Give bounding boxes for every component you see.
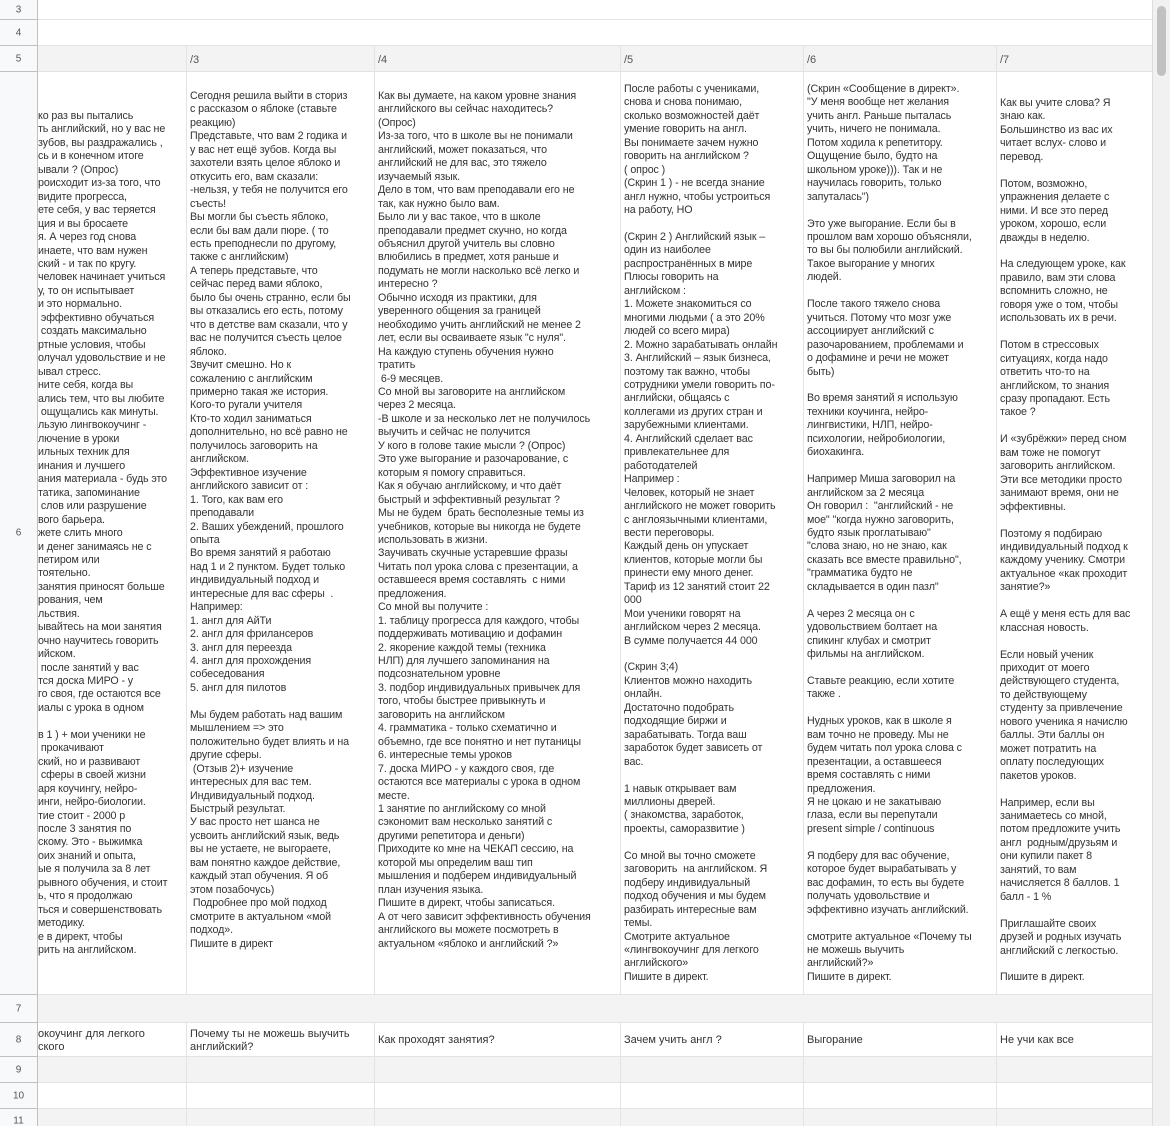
cell-header-3[interactable]: /3 xyxy=(190,54,200,66)
cell-content-col-6[interactable]: Как вы учите слова? Я знаю как. Большинство из вас их читает вслух- слово и перевод. Потом, возможно, упражнения делаете с ними. И все это перед уроком, хорошо, если дважды в неделю. На следующем уроке, как правило, вам эти слова вспомнить сложно, не говоря уже о том, чтобы использовать их в речи. Потом в стрессовых ситуациях, когда надо ответить что-то на английском, то знания сразу пропадают. Есть такое ? И «зубрёжки» перед сном вам тоже не помогут заговорить английском. Эти все методики просто занимают время, они не эффективны. Поэтому я подбираю индивидуальный подход к каждому ученику. Смотри актуальное «как проходит занятие?» А ещё у меня есть для вас классная новость. Если новый ученик приходит от моего действующего студента, то действующему студенту за привлечение нового ученика я начислю баллы. Эти баллы он может потратить на оплату последующих пакетов уроков. Например, если вы занимаетесь со мной, потом предложите учить англ родным/друзьям и они купили пакет 8 занятий, то вам начисляется 8 баллов. 1 балл - 1 % Приглашайте своих друзей и родных изучать английский с легкостью. Пишите в директ. xyxy=(1000,97,1131,984)
row-3 xyxy=(38,0,1152,20)
row-11 xyxy=(38,1109,1152,1126)
row-7 xyxy=(38,995,1152,1023)
cell-content-col-1[interactable]: ко раз вы пытались ть английский, но у вас не зубов, вы раздражались , сь и в конечном итоге ывали ? (Опрос) роисходит из-за того, что видите прогресса, ете себя, у вас теряется ция и вы бросаете я. А через год снова инаете, что вам нужен ский - и так по кругу. человек начинает учиться у, то он испытывает и это нормально. эффективно обучаться создать максимально ртные условия, чтобы олучал удовольствие и не ывал стресс. ните себя, когда вы ались тем, что вы любите ощущались как минуты. льзую лингвокоучинг - лючение в уроки ильных техник для инания и лучшего ания материала - будь это татика, запоминание слов или разрушение вого барьера. жете слить много и денег занимаясь не с петиром или тоятельно. занятия приносят больше рования, чем льствия. ывайтесь на мои занятия очно научитесь говорить ийском. после занятий у вас тся доска МИРО - у го своя, где остаются все иалы с урока в одном в 1 ) + мои ученики не прокачивают ский, но и развивают сферы в своей жизни аря коучингу, нейро- инги, нейро-биологии. тие стоит - 2000 р после 3 занятия по скому. Это - выжимка оих знаний и опыта, ые я получила за 8 лет рывного обучения, и стоит ь, что я продолжаю ться и совершенствовать методику. е в директ, чтобы рить на английском. xyxy=(38,110,168,957)
row-number: 5 xyxy=(15,53,22,64)
cell-header-7[interactable]: /7 xyxy=(1000,54,1010,66)
row-number: 11 xyxy=(13,1115,24,1126)
row-9 xyxy=(38,1057,1152,1083)
row-number: 3 xyxy=(15,4,22,15)
row-header-5[interactable] xyxy=(0,46,38,72)
row-6 xyxy=(38,72,1152,995)
row-number: 6 xyxy=(15,527,22,539)
row-number: 8 xyxy=(15,1034,22,1045)
cell-topic-col-4[interactable]: Зачем учить англ ? xyxy=(624,1034,722,1046)
row-10 xyxy=(38,1083,1152,1109)
row-header-9[interactable] xyxy=(0,1057,38,1083)
vertical-scrollbar[interactable] xyxy=(1152,0,1170,1126)
row-header-11[interactable] xyxy=(0,1109,38,1126)
row-header-10[interactable] xyxy=(0,1083,38,1109)
cell-content-col-4[interactable]: После работы с учениками, снова и снова понимаю, сколько возможностей даёт умение говорить на англ. Вы понимаете зачем нужно говорить на английском ? ( опрос ) (Скрин 1 ) - не всегда знание англ нужно, чтобы устроиться на работу, НО (Скрин 2 ) Английский язык – один из наиболее распространённых в мире Плюсы говорить на английском : 1. Можете знакомиться со многими людьми ( а это 20% людей со всего мира) 2. Можно зарабатывать онлайн 3. Английский – язык бизнеса, поэтому так важно, чтобы сотрудники умели говорить по- английски, общаясь с коллегами из других стран и зарубежными клиентами. 4. Английский сделает вас привлекательнее для работодателей Например : Человек, который не знает английского не может говорить с англоязычными клиентами, вести переговоры. Каждый день он упускает клиентов, которые могли бы принести ему много денег. Тариф из 12 занятий стоит 22 000 Мои ученики говорят на английском через 2 месяца. В сумме получается 44 000 (Скрин 3;4) Клиентов можно находить онлайн. Достаточно подобрать подходящие биржи и зарабатывать. Тогда ваш заработок будет зависеть от вас. 1 навык открывает вам миллионы дверей. ( знакомства, заработок, проекты, саморазвитие ) Со мной вы точно сможете заговорить на английском. Я подберу индивидуальный подход обучения и мы будем разбирать интересные вам темы. Смотрите актуальное «лингвокоучинг для легкого английского» Пишите в директ. xyxy=(624,83,778,983)
row-header-6[interactable] xyxy=(0,72,38,995)
cell-topic-col-5[interactable]: Выгорание xyxy=(807,1034,863,1046)
row-5 xyxy=(38,46,1152,72)
cell-header-4[interactable]: /4 xyxy=(378,54,388,66)
row-number: 7 xyxy=(15,1003,22,1014)
cell-header-5[interactable]: /5 xyxy=(624,54,634,66)
cell-topic-col-1[interactable]: окоучинг для легкого ского xyxy=(38,1028,145,1053)
row-number: 4 xyxy=(15,27,22,38)
cell-header-6[interactable]: /6 xyxy=(807,54,817,66)
row-header-8[interactable] xyxy=(0,1023,38,1057)
cell-topic-col-6[interactable]: Не учи как все xyxy=(1000,1034,1074,1046)
row-number: 10 xyxy=(12,1090,25,1101)
cell-content-col-5[interactable]: (Скрин «Сообщение в директ». "У меня вообще нет желания учить англ. Раньше пыталась учить, ничего не понимала. Потом ходила к репетитору. Ощущение было, будто на школьном уроке))). Так и не научилась говорить, только запуталась") Это уже выгорание. Если бы в прошлом вам хорошо объясняли, то вы бы полюбили английский. Такое выгорание у многих людей. После такого тяжело снова учиться. Потому что мозг уже ассоциирует английский с разочарованием, проблемами и о дофамине и речи не может быть) Во время занятий я использую техники коучинга, нейро- лингвистики, НЛП, нейро- психологии, нейробиологии, биохакинга. Например Миша заговорил на английском за 2 месяца Он говорил : "английский - не мое" "когда нужно заговорить, будто язык проглатываю" "слова знаю, но не знаю, как сказать все вместе правильно", "грамматика будто не складывается в один пазл" А через 2 месяца он с удовольствием болтает на спикинг клубах и смотрит фильмы на английском. Ставьте реакцию, если хотите также . Нудных уроков, как в школе я вам точно не проведу. Мы не будем читать пол урока слова с презентации, а оставшееся время составлять с ними предложения. Я не цокаю и не закатываю глаза, если вы перепутали present simple / continuous Я подберу для вас обучение, которое будет вырабатывать у вас дофамин, то есть вы будете получать удовольствие и эффективно изучать английский. смотрите актуальное «Почему ты не можешь выучить английский?» Пишите в директ. xyxy=(807,83,972,983)
cell-topic-col-3[interactable]: Как проходят занятия? xyxy=(378,1034,495,1046)
cell-content-col-3[interactable]: Как вы думаете, на каком уровне знания английского вы сейчас находитесь? (Опрос) Из-за того, что в школе вы не понимали английский, может показаться, что английский не для вас, это тяжело изучаемый язык. Дело в том, что вам преподавали его не так, как нужно было вам. Было ли у вас такое, что в школе преподавали предмет скучно, но когда объяснил другой учитель вы словно влюбились в предмет, хотя раньше и подумать не могли насколько всё легко и интересно ? Обычно исходя из практики, для уверенного общения за границей необходимо учить английский не менее 2 лет, если вы осваиваете язык "с нуля". На каждую ступень обучения нужно тратить 6-9 месяцев. Со мной вы заговорите на английском через 2 месяца. -В школе и за несколько лет не получилось выучить и сейчас не получится У кого в голове такие мысли ? (Опрос) Это уже выгорание и разочарование, с которым я помогу справиться. Как я обучаю английскому, и что даёт быстрый и эффективный результат ? Мы не будем брать бесполезные темы из учебников, которые вы никогда не будете использовать в жизни. Заучивать скучные устаревшие фразы Читать пол урока слова с презентации, а оставшееся время составлять с ними предложения. Со мной вы получите : 1. таблицу прогресса для каждого, чтобы поддерживать мотивацию и дофамин 2. якорение каждой темы (техника НЛП) для лучшего запоминания на подсознательном уровне 3. подбор индивидуальных привычек для того, чтобы быстрее привыкнуть и заговорить на английском 4. грамматика - только схематично и объемно, где все понятно и нет путаницы 6. интересные темы уроков 7. доска МИРО - у каждого своя, где остаются все материалы с урока в одном месте. 1 занятие по английскому со мной сэкономит вам несколько занятий с другими репетитора и деньги) Приходите ко мне на ЧЕКАП сессию, на которой мы определим ваш тип мышления и подберем индивидуальный план изучения языка. Пишите в директ, чтобы записаться. А от чего зависит эффективность обучения английского вы можете посмотреть в актуальном «яблоко и английский ?» xyxy=(378,90,591,950)
scrollbar-thumb[interactable] xyxy=(1157,6,1166,76)
cell-topic-col-2[interactable]: Почему ты не можешь выучить английский? xyxy=(190,1028,350,1053)
cell-content-col-2[interactable]: Сегодня решила выйти в сториз с рассказом о яблоке (ставьте реакцию) Представьте, что вам 2 годика и у вас нет ещё зубов. Когда вы захотели взять целое яблоко и откусить его, вам сказали: -нельзя, у тебя не получится его съесть! Вы могли бы съесть яблоко, если бы вам дали пюре. ( то есть преподнесли по другому, также с английским) А теперь представьте, что сейчас перед вами яблоко, было бы очень странно, если бы вы отказались его есть, потому что в детстве вам сказали, что у вас не получится съесть целое яблоко. Звучит смешно. Но к сожалению с английским примерно такая же история. Кого-то ругали учителя Кто-то ходил заниматься дополнительно, но всё равно не получилось заговорить на английском. Эффективное изучение английского зависит от : 1. Того, как вам его преподавали 2. Ваших убеждений, прошлого опыта Во время занятий я работаю над 1 и 2 пунктом. Будет только индивидуальный подход и интересные для вас сферы . Например: 1. англ для АйТи 2. англ для фрилансеров 3. англ для переезда 4. англ для прохождения собеседования 5. англ для пилотов Мы будем работать над вашим мышлением => это положительно будет влиять и на другие сферы. (Отзыв 2)+ изучение интересных для вас тем. Индивидуальный подход. Быстрый результат. У вас просто нет шанса не усвоить английский язык, ведь вы не устаете, не выгораете, вам понятно каждое действие, каждый этап обучения. Я об этом позабочусь) Подробнее про мой подход смотрите в актуальном «мой подход». Пишите в директ xyxy=(190,90,351,950)
row-header-3[interactable] xyxy=(0,0,38,20)
row-header-4[interactable] xyxy=(0,20,38,46)
row-header-7[interactable] xyxy=(0,995,38,1023)
row-number: 9 xyxy=(15,1064,22,1075)
row-8 xyxy=(38,1023,1152,1057)
row-4 xyxy=(38,20,1152,46)
